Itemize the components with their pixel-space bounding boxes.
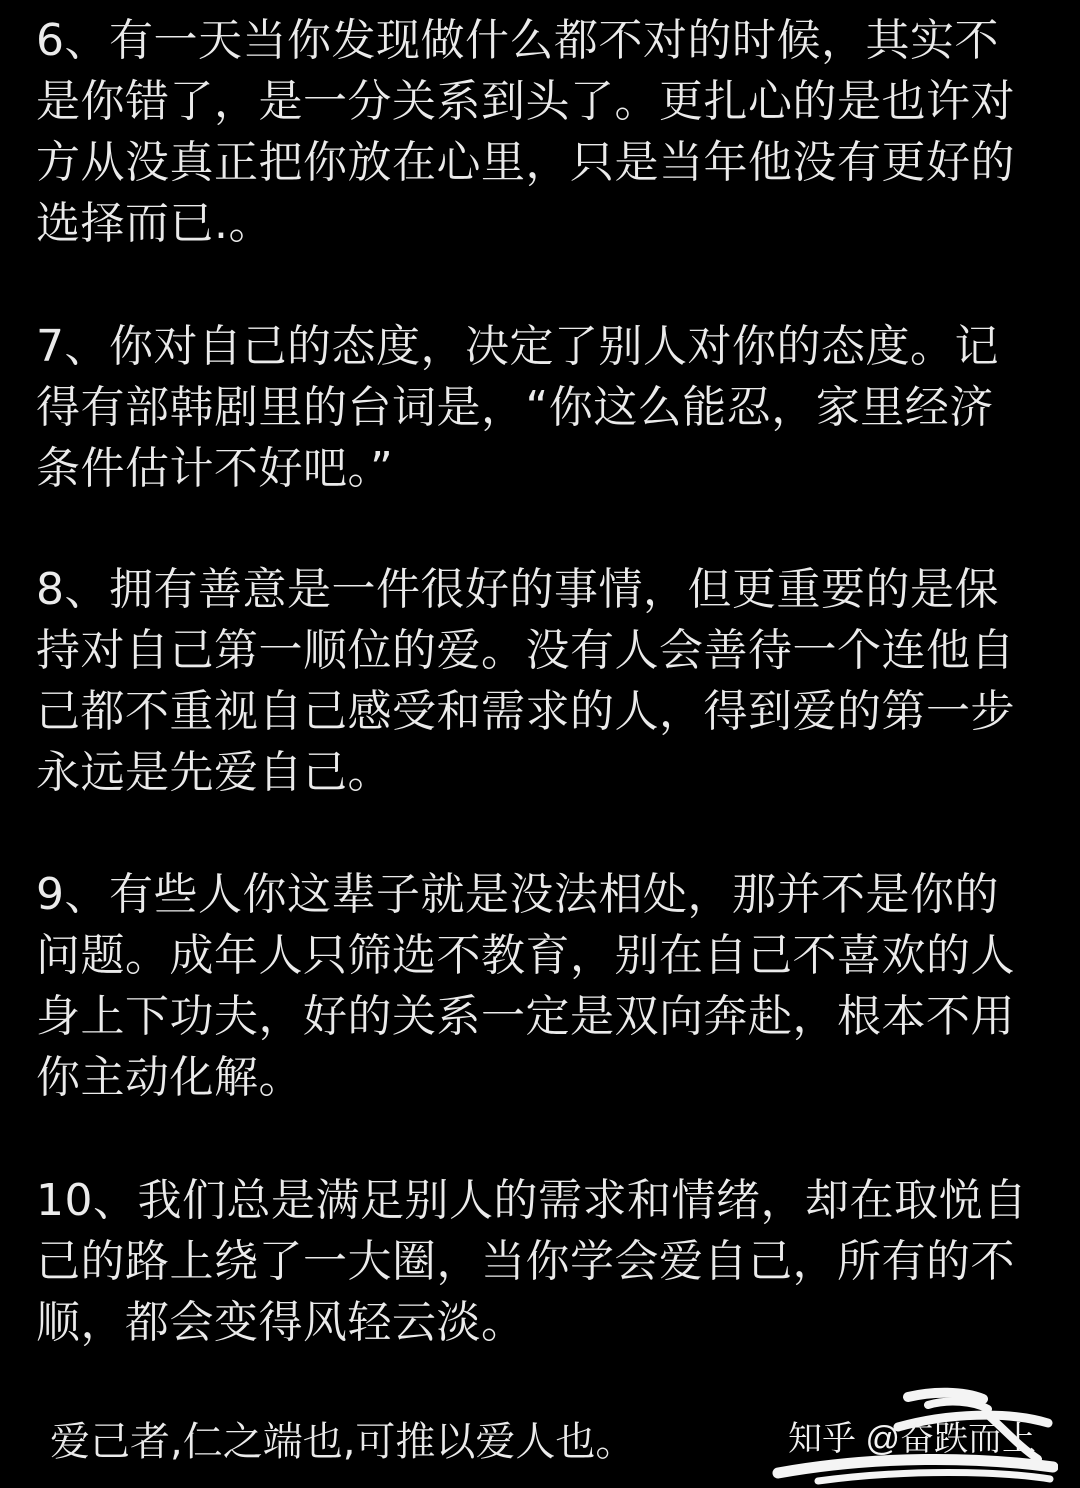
paragraph-line: 得有部韩剧里的台词是，“你这么能忍，家里经济 <box>36 382 994 433</box>
paragraph-line: 条件估计不好吧。” <box>36 443 394 494</box>
paragraph-line: 你主动化解。 <box>36 1052 303 1103</box>
closing-quote: 爱己者,仁之端也,可推以爱人也。 <box>50 1419 636 1465</box>
paragraph-7 <box>36 316 1036 499</box>
paragraph-line: 选择而已.。 <box>36 198 273 249</box>
paragraph-line: 7、你对自己的态度，决定了别人对你的态度。记 <box>36 321 999 372</box>
paragraph-line: 顺，都会变得风轻云淡。 <box>36 1297 526 1348</box>
paragraph-line: 方从没真正把你放在心里，只是当年他没有更好的 <box>36 137 1015 188</box>
paragraph-9 <box>36 864 1036 1108</box>
watermark <box>758 1385 1058 1485</box>
paragraph-line: 己的路上绕了一大圈，当你学会爱自己，所有的不 <box>36 1236 1015 1287</box>
watermark-text: 知乎 @奋跌而上 <box>788 1420 1036 1458</box>
paragraph-10 <box>36 1170 1036 1353</box>
paragraph-line: 8、拥有善意是一件很好的事情，但更重要的是保 <box>36 564 999 615</box>
paragraph-6 <box>36 10 1036 254</box>
paragraph-line: 身上下功夫，好的关系一定是双向奔赴，根本不用 <box>36 991 1015 1042</box>
paragraph-line: 9、有些人你这辈子就是没法相处，那并不是你的 <box>36 869 999 920</box>
paragraph-line: 己都不重视自己感受和需求的人，得到爱的第一步 <box>36 686 1015 737</box>
paragraph-line: 10、我们总是满足别人的需求和情绪，却在取悦自 <box>36 1175 1028 1226</box>
paragraph-line: 6、有一天当你发现做什么都不对的时候，其实不 <box>36 15 999 66</box>
paragraph-8 <box>36 559 1036 803</box>
paragraph-line: 是你错了，是一分关系到头了。更扎心的是也许对 <box>36 76 1015 127</box>
paragraph-line: 持对自己第一顺位的爱。没有人会善待一个连他自 <box>36 625 1015 676</box>
paragraph-line: 问题。成年人只筛选不教育，别在自己不喜欢的人 <box>36 930 1015 981</box>
paragraph-line: 永远是先爱自己。 <box>36 747 392 798</box>
